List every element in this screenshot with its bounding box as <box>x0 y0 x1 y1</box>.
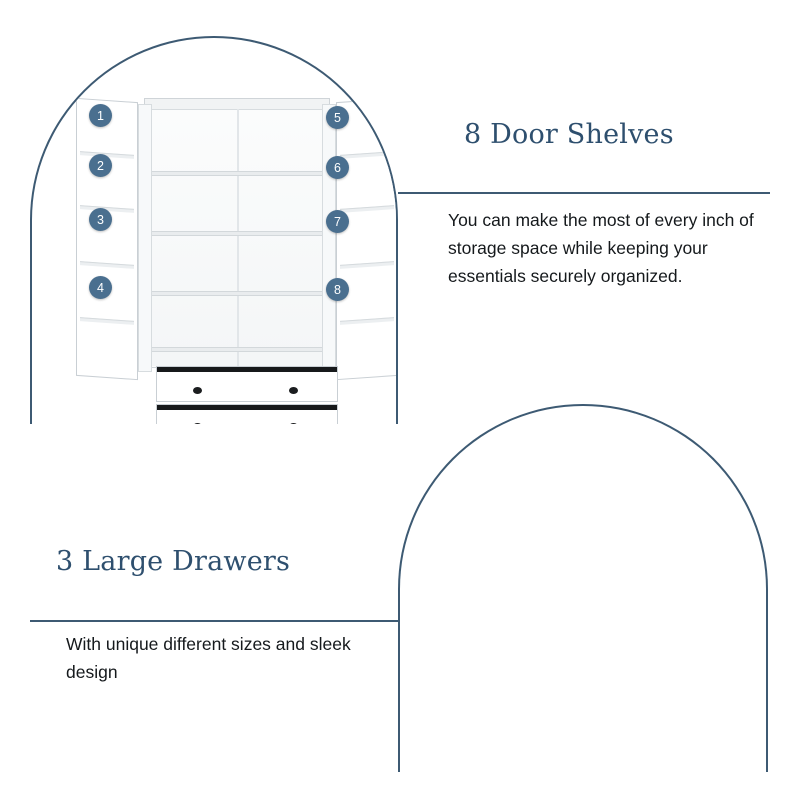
door-shelf <box>80 317 134 325</box>
wardrobe-drawer-top <box>156 366 338 402</box>
interior-shelf <box>149 231 325 236</box>
door-shelf <box>340 205 394 213</box>
drawer-knob <box>193 423 202 424</box>
large-drawers-heading: 3 Large Drawers <box>56 546 291 577</box>
door-shelves-illustration <box>32 38 396 424</box>
shelf-badge-4: 4 <box>89 276 112 299</box>
large-drawers-illustration-frame <box>398 404 768 772</box>
door-shelf <box>80 261 134 269</box>
door-shelves-heading: 8 Door Shelves <box>464 119 674 150</box>
drawer-knob <box>289 387 298 394</box>
shelf-badge-1: 1 <box>89 104 112 127</box>
large-drawers-illustration <box>400 406 766 772</box>
shelf-badge-7: 7 <box>326 210 349 233</box>
interior-shelf <box>149 291 325 296</box>
carcass-center-divider <box>237 109 239 367</box>
shelf-badge-3: 3 <box>89 208 112 231</box>
door-shelf <box>340 261 394 269</box>
door-shelf <box>340 151 394 159</box>
interior-shelf <box>149 171 325 176</box>
shelf-badge-5: 5 <box>326 106 349 129</box>
interior-shelf <box>149 347 325 352</box>
door-shelves-illustration-frame <box>30 36 398 424</box>
large-drawers-divider <box>30 620 398 622</box>
drawer-edge <box>157 367 337 372</box>
drawer-knob <box>193 387 202 394</box>
door-leaf-right <box>322 104 336 372</box>
open-door-left <box>76 98 138 380</box>
large-drawers-description: With unique different sizes and sleek design <box>66 634 351 682</box>
door-shelf <box>340 317 394 325</box>
door-shelves-description: You can make the most of every inch of storage space while keeping your essentials securely organized. <box>448 210 754 286</box>
shelf-badge-6: 6 <box>326 156 349 179</box>
door-shelves-divider <box>398 192 770 194</box>
door-leaf-left <box>138 104 152 372</box>
wardrobe-drawer-bottom <box>156 404 338 424</box>
shelf-badge-2: 2 <box>89 154 112 177</box>
wardrobe-carcass <box>144 98 330 368</box>
open-door-right <box>336 98 396 380</box>
shelf-badge-8: 8 <box>326 278 349 301</box>
drawer-edge <box>157 405 337 410</box>
drawer-knob <box>289 423 298 424</box>
